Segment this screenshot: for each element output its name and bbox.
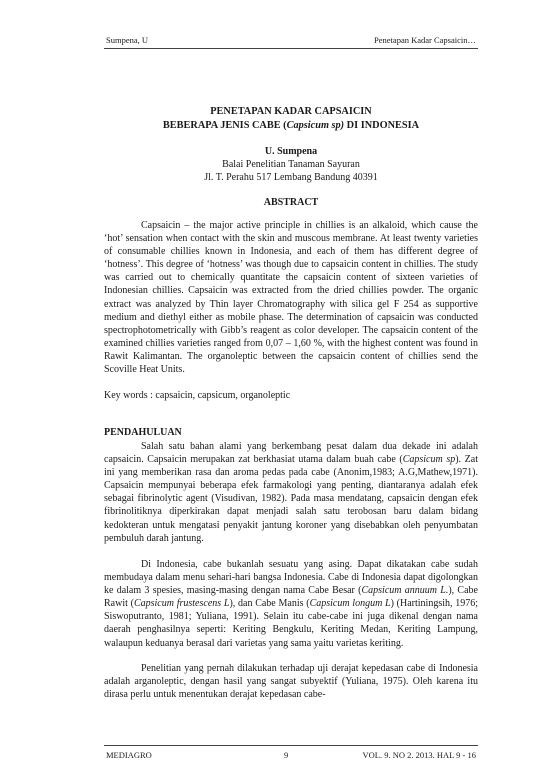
abstract-heading: ABSTRACT xyxy=(263,197,319,208)
intro-paragraph-3: Penelitian yang pernah dilakukan terhadap uji derajat kepedasan cabe di Indonesia adalah arganoleptic, dengan hasil yang sangat subyektif (Yuliana, 1975). Oleh karena itu dirasa perlu untuk menentukan derajat kepedasan cabe- xyxy=(104,663,478,701)
affiliation-address: Jl. T. Perahu 517 Lembang Bandung 40391 xyxy=(204,172,378,183)
section-heading: PENDAHULUAN xyxy=(104,427,182,438)
p1-text-b: ). Zat ini yang memberikan rasa dan aroma pedas pada cabe (Anonim,1983; A.G,Mathew,1971). Capsaicin mempunyai beberapa efek farmakologi yang penting, diantaranya adalah efek sebagai fibrinolytic agent (Visudivan, 1982). Pada masa mendatang, capsaicin dengan efek fibrinolitiknya diperkirakan dapat menjadi salah satu terobosan baru dalam bidang kedokteran untuk mengatasi penyakit jantung koroner yang disebabkan oleh penyumbatan pembuluh darah jantung. xyxy=(104,454,478,544)
footer-volume: VOL. 9. NO 2. 2013. HAL 9 - 16 xyxy=(362,750,476,760)
footer-journal: MEDIAGRO xyxy=(106,750,152,760)
abstract-text: Capsaicin – the major active principle in chillies is an alkaloid, which cause the ‘hot’ sensation when contact with the skin and muscous membrane. At least twenty varieties of consumable chillies known in Indonesia, and each of them has different degree of ‘hotness’. This degree of ‘hotness’ was though due to capsaicin content in chillies. The study was carried out to chemically quantitate the capsaicin content of sixteen varieties of Indonesian chillies. Capsaicin was extracted from the dried chillies powder. The organic extract was analyzed by Thin layer Chromatography with silica gel F 254 as supportive medium and diethyl either as mobile phase. The determination of capsaicin was conducted spectrophotometrically with Gibb’s reagent as color developer. The capsaicin content of the examined chillies varieties ranged from 0,07 – 1,60 %, with the highest content was found in Rawit Kalimantan. The organoleptic between the capsaicin content of chillies send the Scoville Heat Units. xyxy=(104,220,478,376)
title-line2-prefix: BEBERAPA JENIS CABE ( xyxy=(162,120,287,131)
running-header-author: Sumpena, U xyxy=(106,35,149,45)
p2-text-c: ), dan Cabe Manis ( xyxy=(229,598,310,610)
p2-italic-b: Capsicum frustescens L xyxy=(133,598,230,610)
p2-text-a: Di Indonesia, cabe bukanlah sesuatu yang asing. Dapat dikatakan cabe sudah membudaya dalam menu sehari-hari bangsa Indonesia. Cabe di Indonesia dapat digolongkan ke dalam 3 spesies, masing-masing dengan nama Cabe Besar ( xyxy=(104,559,478,597)
paper-title-line2 xyxy=(104,120,478,131)
author-name: U. Sumpena xyxy=(264,146,318,157)
p1-italic-a: Capsicum sp xyxy=(402,454,456,466)
paper-title-line1: PENETAPAN KADAR CAPSAICIN xyxy=(210,106,372,117)
keywords: Key words : capsaicin, capsicum, organoleptic xyxy=(104,390,291,401)
footer-rule xyxy=(104,745,478,746)
p2-text-d: ) (Hartiningsih, 1976; Siswoputranto, 1981; Yuliana, 1991). Selain itu cabe-cabe ini juga dikenal dengan nama daerah penghasilnya seperti: Keriting Bengkulu, Keriting Medan, Keriting Lampung, walaupun keduanya berasal dari varietas yang sama yaitu varietas keriting. xyxy=(104,598,479,649)
affiliation-institution: Balai Penelitian Tanaman Sayuran xyxy=(222,159,360,170)
intro-paragraph-2 xyxy=(104,558,478,650)
footer-page-number: 9 xyxy=(284,750,289,760)
p2-text-b: ), Cabe Rawit ( xyxy=(104,585,478,610)
intro-paragraph-1 xyxy=(104,440,478,545)
title-line2-suffix: DI INDONESIA xyxy=(344,120,420,131)
title-line2-italic: Capsicum sp) xyxy=(286,120,345,131)
running-header-title: Penetapan Kadar Capsaicin… xyxy=(374,35,476,45)
p2-italic-a: Capsicum annuum L. xyxy=(361,585,449,597)
p2-italic-c: Capsicum longum L xyxy=(309,598,391,610)
p1-text-a: Salah satu bahan alami yang berkembang pesat dalam dua dekade ini adalah capsaicin. Capsaicin merupakan zat berkhasiat utama dalam buah cabe ( xyxy=(104,441,478,466)
header-rule xyxy=(104,48,478,49)
